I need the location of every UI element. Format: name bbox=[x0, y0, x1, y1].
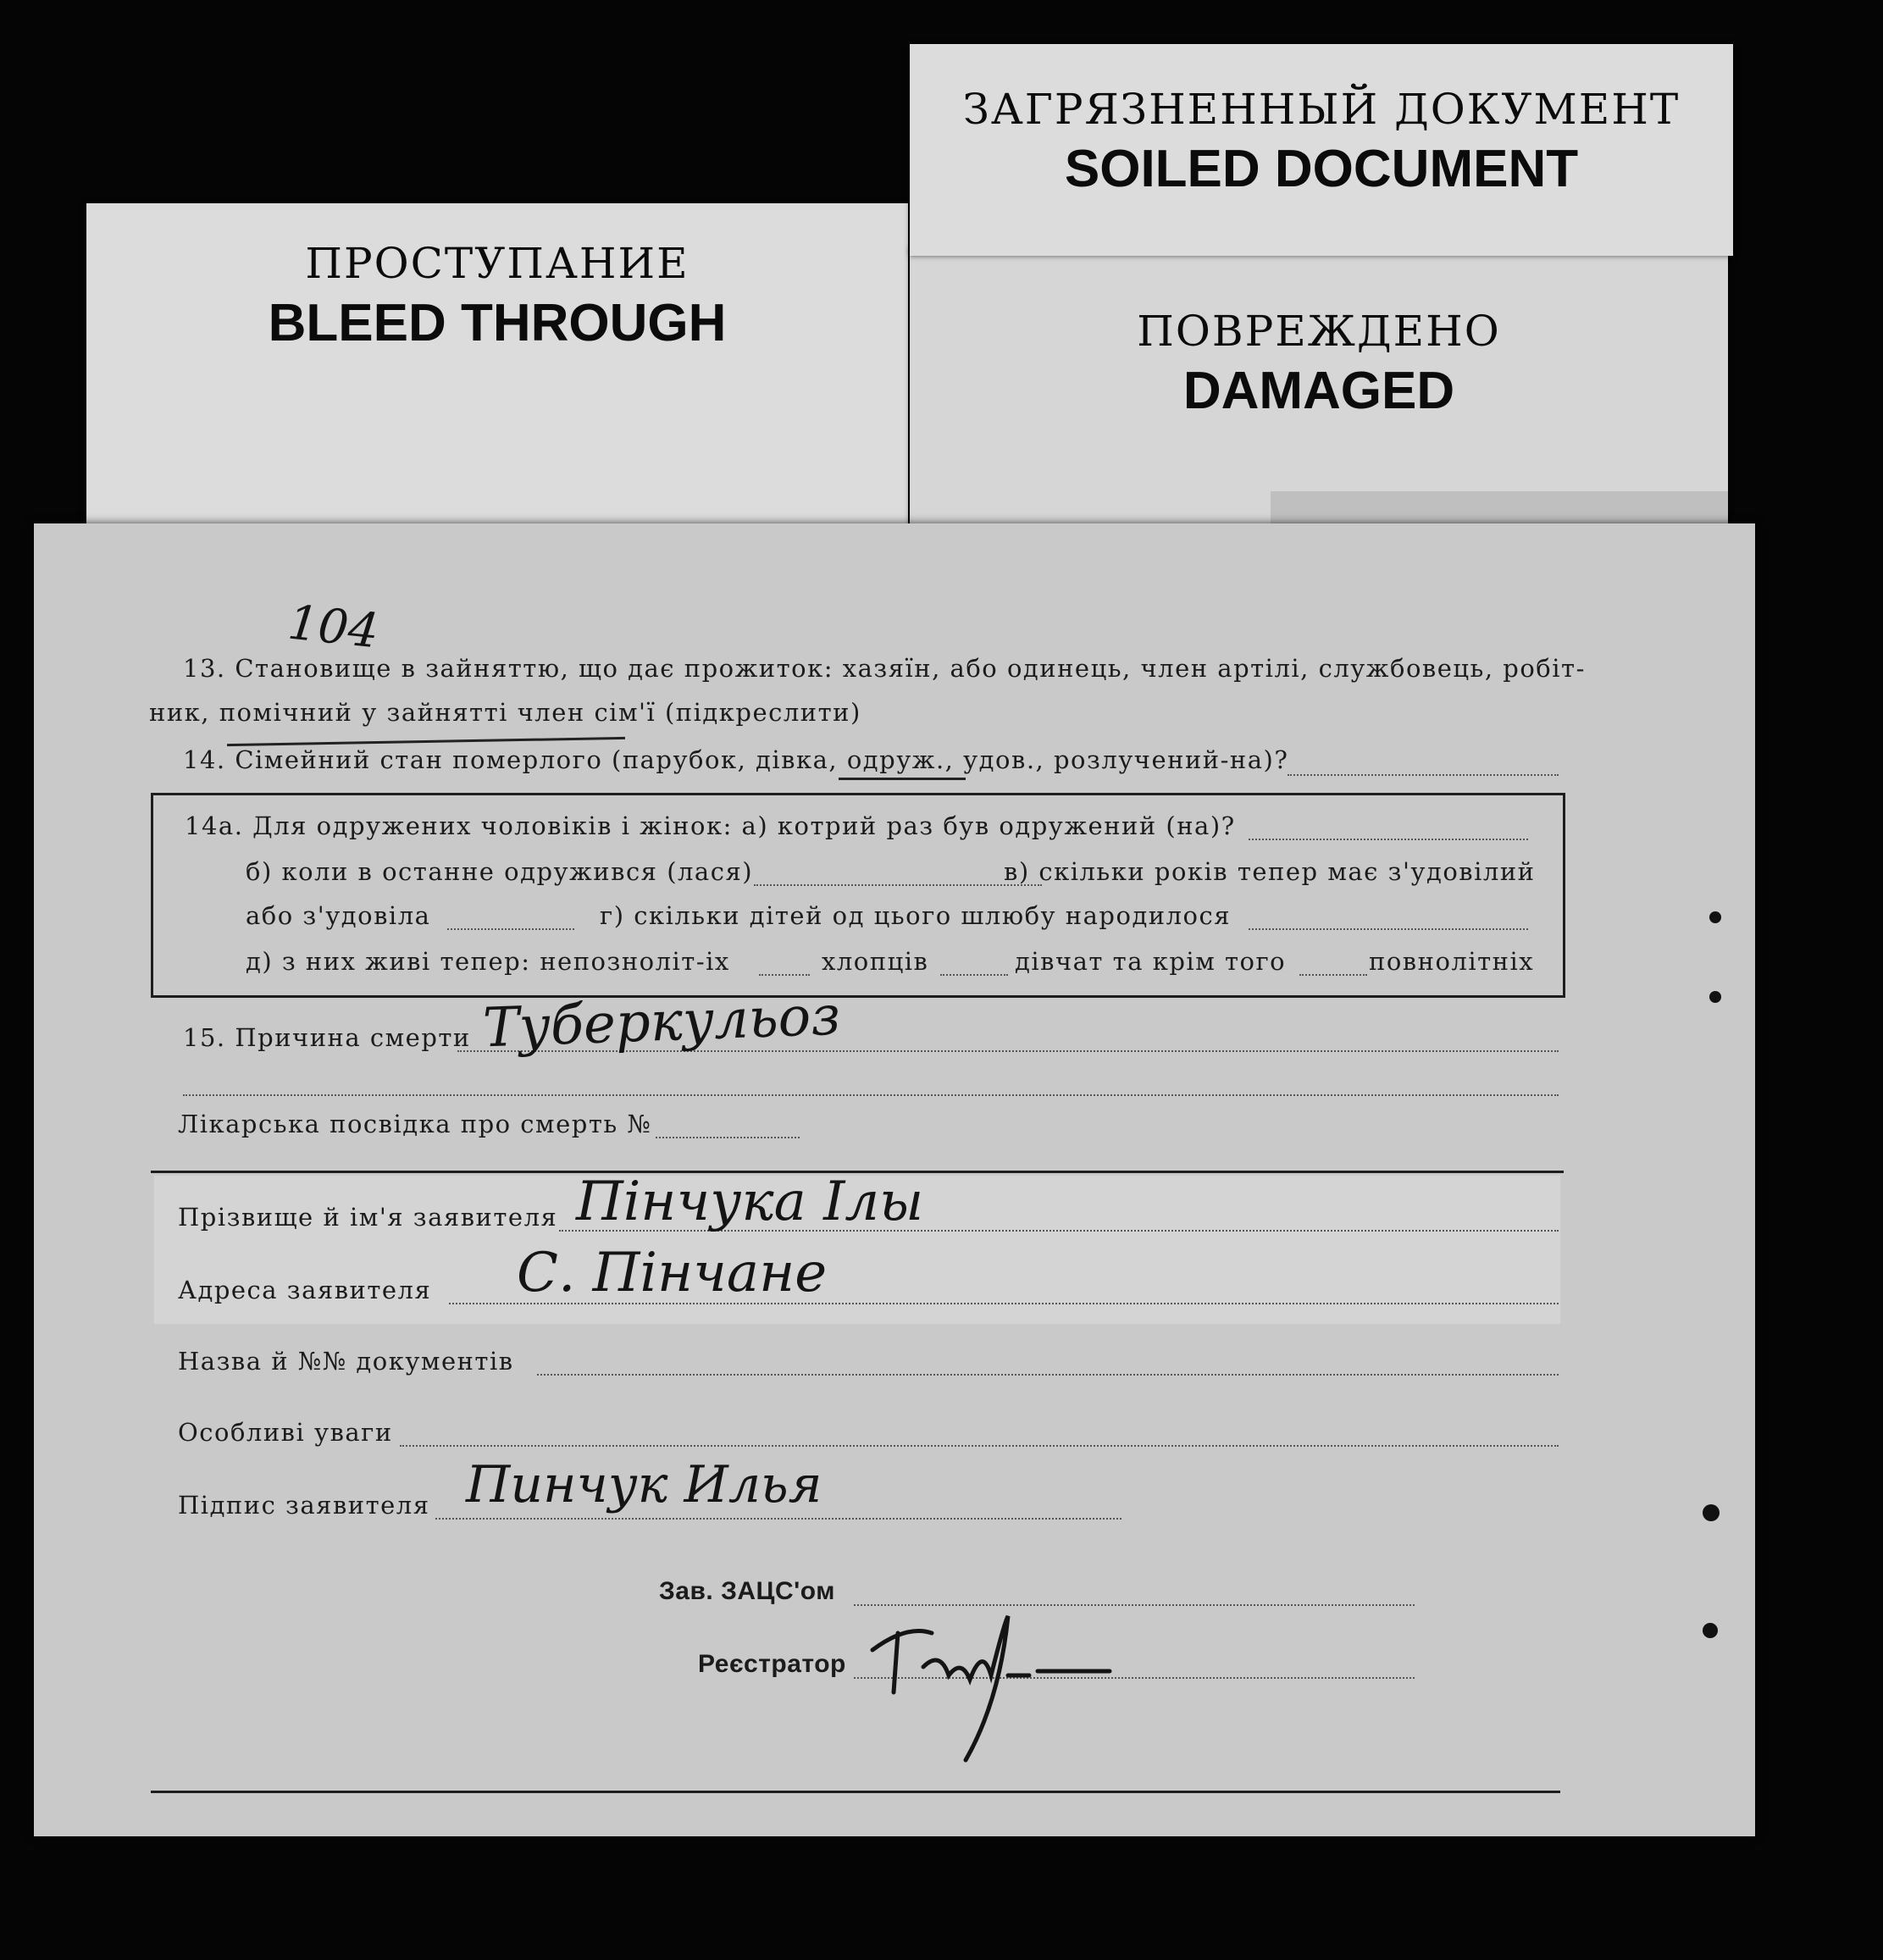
q14a-d-answer3 bbox=[1299, 974, 1367, 976]
soiled-label-card bbox=[910, 44, 1733, 256]
q14a-d-answer2 bbox=[940, 974, 1008, 976]
bleed-through-en: BLEED THROUGH bbox=[268, 294, 727, 352]
registrar-label: Реєстратор bbox=[698, 1650, 846, 1678]
q15-second-line bbox=[183, 1094, 1559, 1096]
signature-line bbox=[435, 1518, 1121, 1520]
q14-answer-line bbox=[1288, 774, 1559, 776]
q14a-d-answer1 bbox=[759, 974, 810, 976]
q14a-line4b: хлопців bbox=[822, 947, 929, 976]
q14a-g-answer bbox=[1249, 928, 1528, 930]
q14a-line4d: повнолітніх bbox=[1369, 947, 1535, 976]
head-label: Зав. ЗАЦС'ом bbox=[659, 1577, 835, 1605]
q14a-line4a: д) з них живі тепер: непозноліт-іх bbox=[246, 947, 730, 976]
q14a-b-answer bbox=[754, 884, 1042, 886]
soiled-en: SOILED DOCUMENT bbox=[1064, 140, 1579, 198]
documents-line bbox=[537, 1374, 1559, 1376]
q14a-line2b: в) скільки років тепер має з'удовілий bbox=[1004, 857, 1536, 886]
q13-line2: ник, помічний у зайнятті член сім'ї (підкреслити) bbox=[149, 698, 861, 727]
punch-hole bbox=[1703, 1504, 1720, 1521]
q14a-line4c: дівчат та крім того bbox=[1015, 947, 1287, 976]
q14a-v-answer bbox=[447, 928, 574, 930]
underline-married bbox=[839, 778, 966, 780]
q15-label: 15. Причина смерти bbox=[183, 1023, 471, 1052]
q14a-line2a: б) коли в останне одружився (лася) bbox=[246, 857, 754, 886]
q14a-line3a: або з'удовіла bbox=[246, 901, 431, 930]
q14a-line1: 14а. Для одружених чоловіків і жінок: а) котрий раз був одружений (на)? bbox=[185, 811, 1236, 840]
medical-cert-label: Лікарська посвідка про смерть № bbox=[178, 1110, 652, 1138]
signature-label: Підпис заявителя bbox=[178, 1491, 430, 1520]
registrar-signature-mark bbox=[856, 1599, 1127, 1769]
q15-handwritten-cause: Туберкульоз bbox=[481, 984, 842, 1060]
punch-hole bbox=[1709, 991, 1721, 1003]
notes-line bbox=[400, 1445, 1559, 1447]
punch-hole bbox=[1709, 911, 1721, 923]
applicant-name-label: Прізвище й ім'я заявителя bbox=[178, 1203, 558, 1232]
page-number: 104 bbox=[285, 595, 381, 660]
q14-line: 14. Сімейний стан померлого (парубок, дівка, одруж., удов., розлучений-на)? bbox=[183, 745, 1289, 774]
bottom-rule bbox=[151, 1791, 1560, 1793]
death-registration-form bbox=[34, 523, 1755, 1836]
documents-label: Назва й №№ документів bbox=[178, 1347, 514, 1376]
q14a-a-answer bbox=[1249, 839, 1528, 840]
punch-hole bbox=[1703, 1623, 1718, 1638]
soiled-ru: ЗАГРЯЗНЕННЫЙ ДОКУМЕНТ bbox=[962, 85, 1681, 134]
medical-cert-answer bbox=[656, 1137, 800, 1138]
applicant-signature-handwritten: Пинчук Илья bbox=[466, 1455, 822, 1514]
q14a-line3b: г) скільки дітей од цього шлюбу народилося bbox=[600, 901, 1232, 930]
notes-label: Особливі уваги bbox=[178, 1418, 393, 1447]
damaged-en: DAMAGED bbox=[1182, 362, 1455, 420]
applicant-address-label: Адреса заявителя bbox=[178, 1276, 432, 1304]
damaged-ru: ПОВРЕЖДЕНО bbox=[1137, 307, 1501, 356]
q13-line1: 13. Становище в зайняттю, що дає прожиток: хазяїн, або одинець, член артілі, службовець, робіт- bbox=[183, 654, 1586, 683]
bleed-through-ru: ПРОСТУПАНИЕ bbox=[305, 239, 690, 288]
bleed-through-label-card bbox=[86, 203, 908, 542]
applicant-name-handwritten: Пінчука Ілы bbox=[576, 1171, 924, 1233]
applicant-address-handwritten: С. Пінчане bbox=[517, 1242, 828, 1304]
